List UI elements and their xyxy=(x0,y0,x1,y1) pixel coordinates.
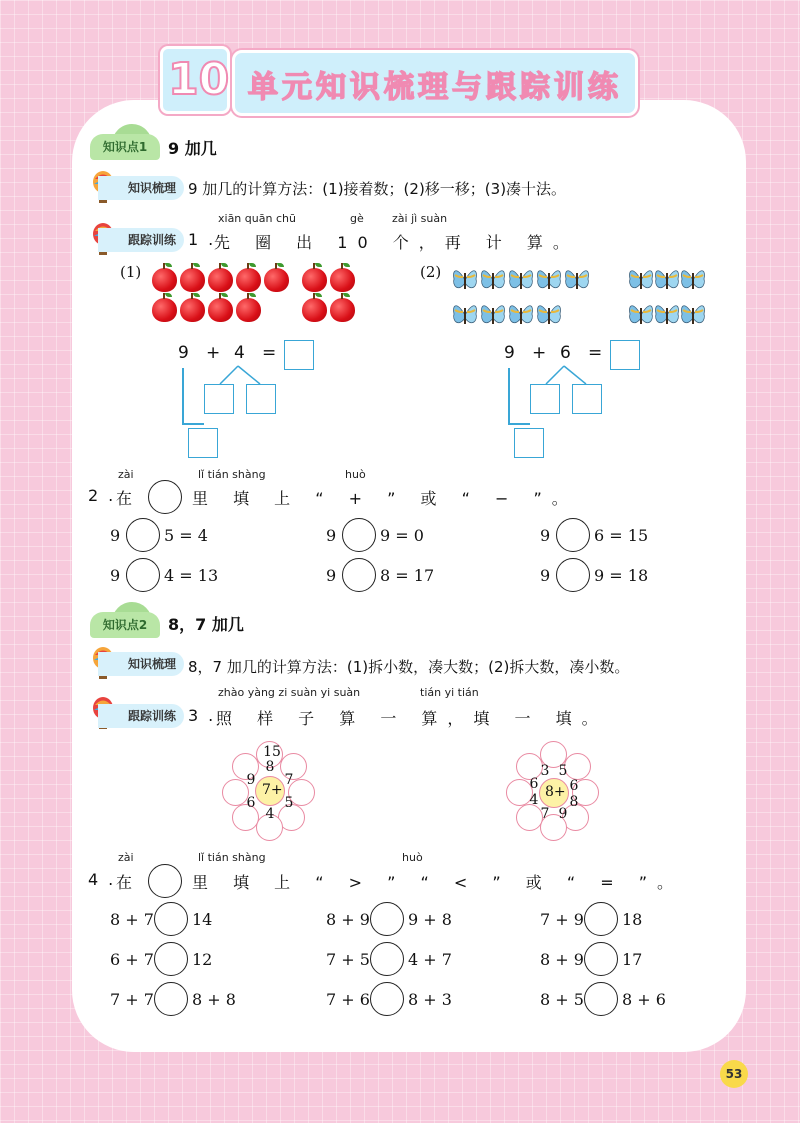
problem-rest: 9 = 0 xyxy=(380,526,424,545)
flower-number: 3 xyxy=(540,763,550,779)
apple xyxy=(236,298,261,322)
compare-answer-circle[interactable] xyxy=(370,902,404,936)
butterfly-icon xyxy=(508,265,534,295)
flower-center-label: 8+ xyxy=(545,784,566,800)
question-4-text-after: 里 填 上 “ > ” “ < ” 或 “ = ”。 xyxy=(192,873,683,892)
pinyin: tián yi tián xyxy=(420,686,479,699)
butterfly-icon xyxy=(654,300,680,330)
butterfly-icon xyxy=(480,265,506,295)
compare-answer-circle[interactable] xyxy=(584,982,618,1016)
problem-rest: 4 = 13 xyxy=(164,566,219,585)
compare-answer-circle[interactable] xyxy=(154,942,188,976)
flower-number: 9 xyxy=(246,772,256,788)
sample-circle xyxy=(148,864,182,898)
addend-a: 9 xyxy=(504,343,515,363)
apple xyxy=(330,298,355,322)
apple xyxy=(208,298,233,322)
compare-answer-circle[interactable] xyxy=(584,902,618,936)
connector-line xyxy=(182,368,184,424)
butterfly-icon xyxy=(628,300,654,330)
butterfly-icon xyxy=(654,265,680,295)
knowledge-point-1-badge: 知识点1 xyxy=(90,134,160,160)
plus-sign: + xyxy=(532,343,547,363)
butterfly-icon xyxy=(480,300,506,330)
compare-answer-circle[interactable] xyxy=(154,902,188,936)
question-2-number: 2. xyxy=(88,486,124,505)
compare-answer-circle[interactable] xyxy=(370,982,404,1016)
problem-operand: 9 xyxy=(110,526,121,545)
compare-right: 4 + 7 xyxy=(408,950,452,969)
question-3-text: 照 样 子 算 一 算，填 一 填。 xyxy=(216,709,608,728)
question-1-text: 先 圈 出 10 个，再 计 算。 xyxy=(214,233,579,252)
operator-answer-circle[interactable] xyxy=(342,518,376,552)
apple xyxy=(302,268,327,292)
butterfly-icon xyxy=(452,265,478,295)
flower-number: 4 xyxy=(529,792,539,808)
pinyin: zài jì suàn xyxy=(392,212,448,225)
connector-line xyxy=(182,423,204,425)
butterfly-icon xyxy=(508,300,534,330)
answer-box[interactable] xyxy=(284,340,314,370)
addend-b: 6 xyxy=(560,343,571,363)
knowledge-point-2-title: 8，7 加几 xyxy=(168,615,244,634)
compare-right: 18 xyxy=(622,910,643,929)
operator-answer-circle[interactable] xyxy=(556,518,590,552)
compare-left: 8 + 9 xyxy=(326,910,370,929)
pinyin: zài xyxy=(118,851,134,864)
flower-number: 6 xyxy=(569,778,579,794)
problem-rest: 6 = 15 xyxy=(594,526,649,545)
operator-answer-circle[interactable] xyxy=(126,518,160,552)
result-box[interactable] xyxy=(188,428,218,458)
pinyin: xiān quān chū xyxy=(218,212,296,225)
flower-number: 4 xyxy=(265,806,275,822)
compare-left: 8 + 5 xyxy=(540,990,584,1009)
question-4-text-before: 在 xyxy=(116,873,143,892)
flower-number: 7 xyxy=(284,772,294,788)
butterfly-icon xyxy=(536,300,562,330)
split-box[interactable] xyxy=(204,384,234,414)
compare-left: 8 + 9 xyxy=(540,950,584,969)
pinyin: gè xyxy=(350,212,364,225)
summary-text-2: 8，7 加几的计算方法：(1)拆小数，凑大数；(2)拆大数，凑小数。 xyxy=(188,658,630,676)
compare-left: 6 + 7 xyxy=(110,950,154,969)
pinyin: zhào yàng zi suàn yi suàn xyxy=(218,686,361,699)
problem-operand: 9 xyxy=(326,566,337,585)
compare-right: 9 + 8 xyxy=(408,910,452,929)
equals-sign: = xyxy=(262,343,277,363)
knowledge-point-1-title: 9 加几 xyxy=(168,139,217,158)
addend-b: 4 xyxy=(234,343,245,363)
problem-operand: 9 xyxy=(540,526,551,545)
equals-sign: = xyxy=(588,343,603,363)
problem-rest: 5 = 4 xyxy=(164,526,208,545)
pinyin: huò xyxy=(402,851,423,864)
plus-sign: + xyxy=(206,343,221,363)
split-lines xyxy=(540,364,600,386)
compare-answer-circle[interactable] xyxy=(154,982,188,1016)
split-box[interactable] xyxy=(246,384,276,414)
problem-rest: 8 = 17 xyxy=(380,566,435,585)
knowledge-point-2-badge: 知识点2 xyxy=(90,612,160,638)
connector-line xyxy=(508,423,530,425)
question-2-text-after: 里 填 上 “ + ” 或 “ − ”。 xyxy=(192,489,578,508)
flower-center-label: 7+ xyxy=(262,782,283,798)
question-4-number: 4. xyxy=(88,870,124,889)
butterfly-icon xyxy=(536,265,562,295)
apple xyxy=(208,268,233,292)
summary-tag-1: 知识梳理 xyxy=(98,176,184,200)
compare-answer-circle[interactable] xyxy=(370,942,404,976)
compare-right: 17 xyxy=(622,950,643,969)
answer-box[interactable] xyxy=(610,340,640,370)
operator-answer-circle[interactable] xyxy=(342,558,376,592)
part-label: (2) xyxy=(420,263,442,281)
summary-tag-2: 知识梳理 xyxy=(98,652,184,676)
problem-rest: 9 = 18 xyxy=(594,566,649,585)
compare-right: 8 + 6 xyxy=(622,990,666,1009)
butterfly-icon xyxy=(452,300,478,330)
flower-number: 6 xyxy=(529,776,539,792)
compare-left: 7 + 7 xyxy=(110,990,154,1009)
pinyin: lǐ tián shàng xyxy=(198,851,266,864)
summary-text-1: 9 加几的计算方法：(1)接着数；(2)移一移；(3)凑十法。 xyxy=(188,180,567,198)
question-2-text-before: 在 xyxy=(116,489,143,508)
apple xyxy=(264,268,289,292)
flower-number: 7 xyxy=(540,806,550,822)
split-lines xyxy=(214,364,274,386)
part-label: (1) xyxy=(120,263,142,281)
flower-number: 5 xyxy=(558,763,568,779)
apple xyxy=(152,298,177,322)
apple xyxy=(302,298,327,322)
question-3-number: 3. xyxy=(188,706,224,725)
compare-right: 8 + 8 xyxy=(192,990,236,1009)
compare-right: 8 + 3 xyxy=(408,990,452,1009)
problem-operand: 9 xyxy=(110,566,121,585)
practice-tag-2: 跟踪训练 xyxy=(98,704,184,728)
problem-operand: 9 xyxy=(540,566,551,585)
unit-number: 10 xyxy=(168,54,230,105)
compare-right: 14 xyxy=(192,910,213,929)
compare-left: 8 + 7 xyxy=(110,910,154,929)
pinyin: lǐ tián shàng xyxy=(198,468,266,481)
split-box[interactable] xyxy=(530,384,560,414)
compare-right: 12 xyxy=(192,950,213,969)
butterfly-icon xyxy=(628,265,654,295)
pinyin: zài xyxy=(118,468,134,481)
flower-number: 6 xyxy=(246,795,256,811)
apple xyxy=(180,298,205,322)
butterfly-icon xyxy=(680,265,706,295)
operator-answer-circle[interactable] xyxy=(126,558,160,592)
sample-circle xyxy=(148,480,182,514)
flower-number: 8 xyxy=(265,759,275,775)
butterfly-icon xyxy=(564,265,590,295)
question-1-number: 1. xyxy=(188,230,224,249)
connector-line xyxy=(508,368,510,424)
result-box[interactable] xyxy=(514,428,544,458)
compare-left: 7 + 5 xyxy=(326,950,370,969)
page-number: 53 xyxy=(720,1060,748,1088)
practice-tag-1: 跟踪训练 xyxy=(98,228,184,252)
flower-number: 8 xyxy=(569,794,579,810)
compare-answer-circle[interactable] xyxy=(584,942,618,976)
butterfly-icon xyxy=(680,300,706,330)
split-box[interactable] xyxy=(572,384,602,414)
apple xyxy=(330,268,355,292)
compare-left: 7 + 6 xyxy=(326,990,370,1009)
apple xyxy=(152,268,177,292)
flower-number: 5 xyxy=(284,795,294,811)
addend-a: 9 xyxy=(178,343,189,363)
operator-answer-circle[interactable] xyxy=(556,558,590,592)
flower-number: 9 xyxy=(558,806,568,822)
unit-title: 单元知识梳理与跟踪训练 xyxy=(248,70,622,105)
problem-operand: 9 xyxy=(326,526,337,545)
compare-left: 7 + 9 xyxy=(540,910,584,929)
pinyin: huò xyxy=(345,468,366,481)
apple xyxy=(180,268,205,292)
flower-number: 15 xyxy=(263,744,281,760)
apple xyxy=(236,268,261,292)
